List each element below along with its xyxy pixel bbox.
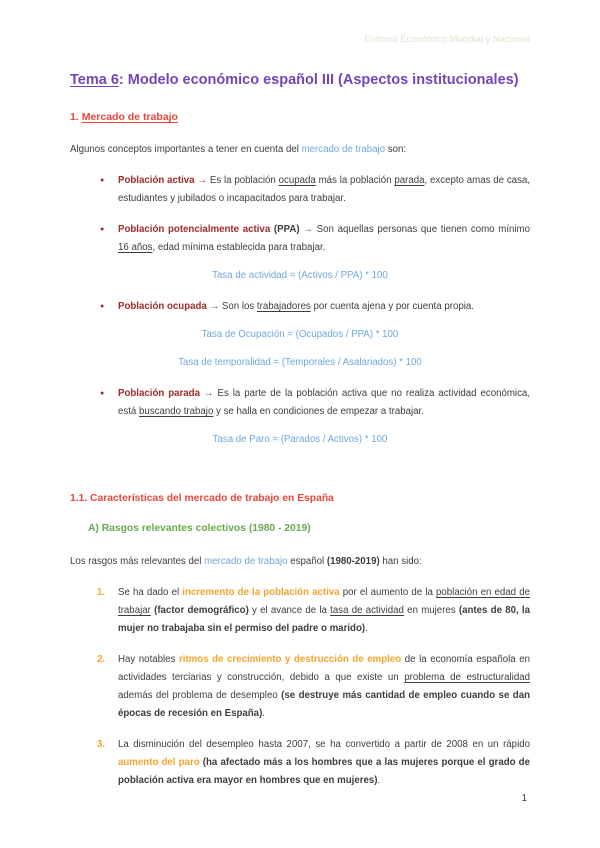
formula-tasa-paro: Tasa de Paro = (Parados / Activos) * 100 (212, 434, 388, 445)
bullet-icon: ● (100, 177, 105, 184)
bullet-text: Población parada → Es la parte de la población activa que no realiza actividad económica, está buscando trabajo y se halla en condiciones de empezar a trabajar. (118, 388, 531, 417)
course-header: Entorno Económico Mundial y Nacional (364, 34, 530, 45)
bullet-item-poblacion-activa (70, 172, 530, 208)
item-text: Hay notables ritmos de crecimiento y destrucción de empleo de la economía española en actividades terciarias y construcción, debido a que existe un problema de estructuralidad además del problema de desempleo (se destruye más cantidad de empleo cuando se dan épocas de recesión en España). (118, 654, 530, 719)
formula-tasa-ocupacion: Tasa de Ocupación = (Ocupados / PPA) * 100 (201, 329, 399, 340)
item-text: Se ha dado el incremento de la población activa por el aumento de la población en edad de trabajar (factor demográfico) y el avance de la tasa de actividad en mujeres (antes de 80, la mujer no trabajaba sin el permiso del padre o marido). (118, 587, 530, 634)
formula-tasa-actividad: Tasa de actividad = (Activos / PPA) * 100 (212, 270, 388, 281)
rasgos-intro-paragraph: Los rasgos más relevantes del mercado de trabajo español (1980-2019) han sido: (70, 556, 422, 567)
numbered-item-1 (70, 584, 530, 638)
intro-paragraph: Algunos conceptos importantes a tener en cuenta del mercado de trabajo son: (70, 144, 407, 155)
heading-mercado-de-trabajo: 1. Mercado de trabajo (70, 111, 178, 123)
bullet-text: Población activa → Es la población ocupada más la población parada, excepto amas de casa, estudiantes y jubilados o incapacitados para trabajar. (118, 175, 530, 204)
formula-tasa-temporalidad: Tasa de temporalidad = (Temporales / Asalariados) * 100 (178, 357, 422, 368)
heading-caracteristicas-mercado-trabajo: 1.1. Características del mercado de trabajo en España (70, 493, 334, 504)
heading-rasgos-colectivos: A) Rasgos relevantes colectivos (1980 - 2019) (88, 523, 311, 534)
item-number: 2. (97, 654, 106, 665)
bullet-text: Población ocupada → Son los trabajadores por cuenta ajena y por cuenta propia. (118, 301, 474, 312)
item-number: 3. (97, 739, 106, 750)
bullet-icon: ● (100, 226, 105, 233)
bullet-icon: ● (100, 303, 105, 310)
bullet-item-poblacion-parada (70, 385, 530, 421)
numbered-item-2 (70, 651, 530, 723)
numbered-item-3 (70, 736, 530, 790)
page-title: Tema 6: Modelo económico español III (Aspectos institucionales) (70, 72, 519, 88)
bullet-item-poblacion-potencialmente-activa (70, 221, 530, 257)
bullet-icon: ● (100, 390, 105, 397)
bullet-text: Población potencialmente activa (PPA) → Son aquellas personas que tienen como mínimo 16 años, edad mínima establecida para trabajar. (118, 224, 531, 253)
page-number: 1 (521, 793, 527, 804)
item-text: La disminución del desempleo hasta 2007, se ha convertido a partir de 2008 en un rápido aumento del paro (ha afectado más a los hombres que a las mujeres porque el grado de población activa era mayor en hombres que en mujeres). (118, 739, 530, 786)
item-number: 1. (97, 587, 106, 598)
bullet-item-poblacion-ocupada (70, 298, 530, 316)
